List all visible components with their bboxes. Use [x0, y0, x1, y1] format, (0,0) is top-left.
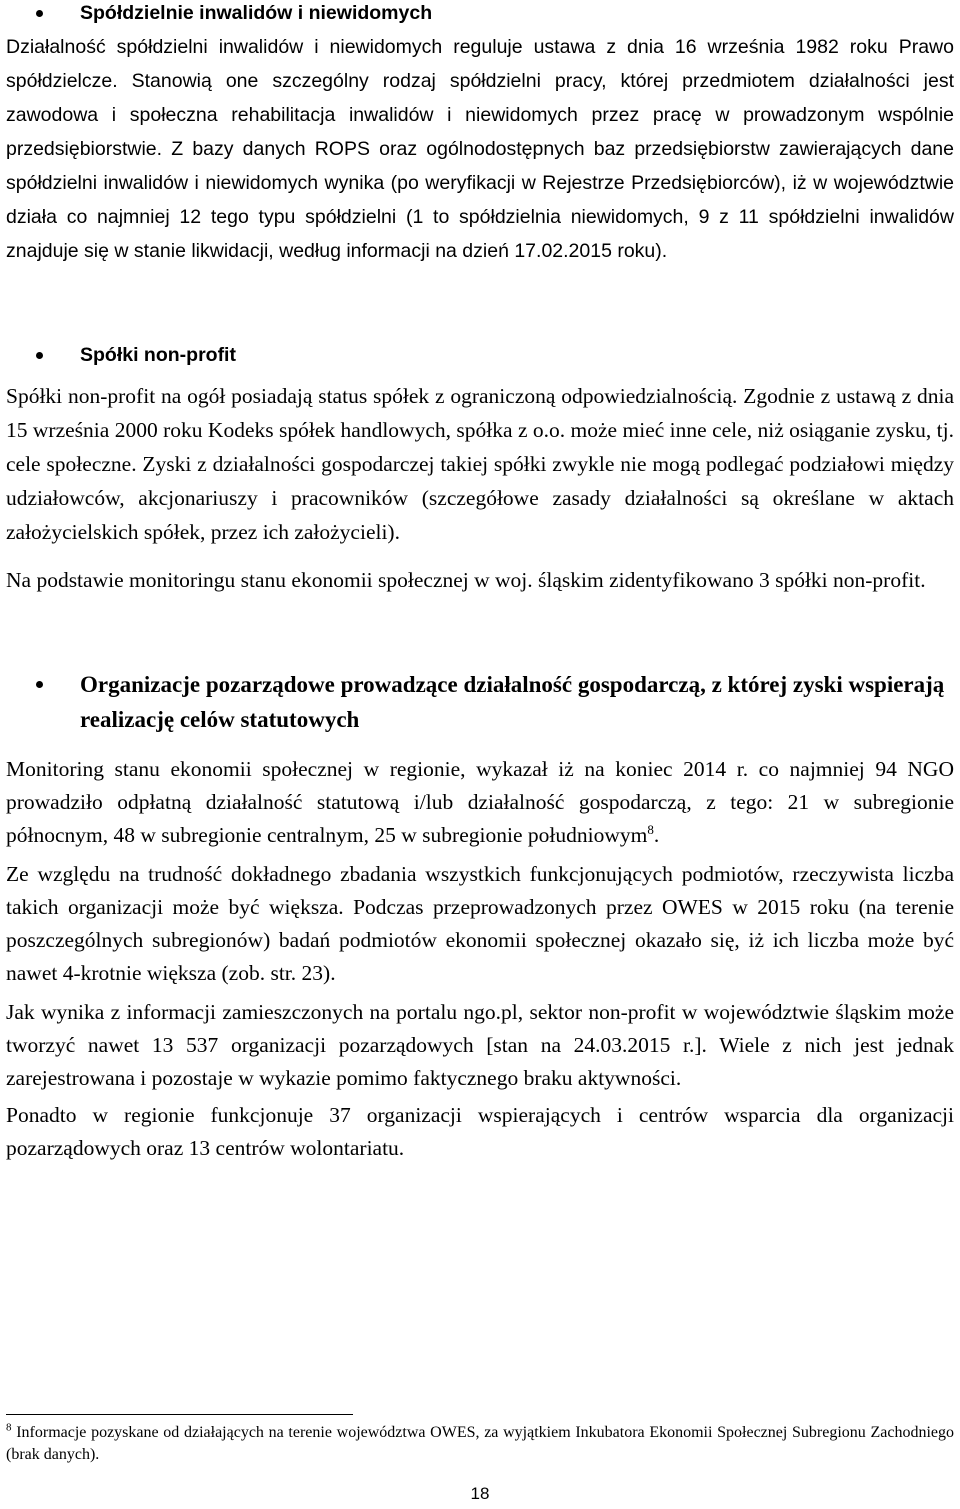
bullet-icon: [36, 10, 43, 17]
cooperatives-paragraph: Działalność spółdzielni inwalidów i niewidomych reguluje ustawa z dnia 16 września 1982 roku Prawo spółdzielcze. Stanowią one szczególny rodzaj spółdzielni pracy, której przedmiotem działalności jest zawodowa i społeczna rehabilitacja inwalidów i niewidomych przez pracę w prowadzonym wspólnie przedsiębiorstwie. Z bazy danych ROPS oraz ogólnodostępnych baz przedsiębiorstw zawierających dane spółdzielni inwalidów i niewidomych wynika (po weryfikacji w Rejestrze Przedsiębiorców), iż w województwie działa co najmniej 12 tego typu spółdzielni (1 to spółdzielnia niewidomych, 9 z 11 spółdzielni inwalidów znajduje się w stanie likwidacji, według informacji na dzień 17.02.2015 roku).: [6, 36, 954, 262]
page-number: 18: [470, 1484, 490, 1503]
ngo-paragraph-4: Ponadto w regionie funkcjonuje 37 organizacji wspierających i centrów wsparcia dla organizacji pozarządowych oraz 13 centrów wolontariatu.: [6, 1103, 954, 1160]
document-page: [6, 0, 954, 1165]
section-heading-cooperatives: [6, 0, 954, 26]
ngo-paragraph-1-text: Monitoring stanu ekonomii społecznej w regionie, wykazał iż na koniec 2014 r. co najmniej 94 NGO prowadziło odpłatną działalność statutową i/lub działalność gospodarczą, z tego: 21 w subregionie północnym, 48 w subregionie centralnym, 25 w subregionie południowym: [6, 757, 954, 847]
section-heading-ngo: [6, 667, 954, 737]
ngo-paragraph-1: [6, 753, 954, 852]
heading-text: Spółki non-profit: [80, 344, 236, 366]
section-heading-nonprofit: [6, 342, 954, 368]
heading-text: Spółdzielnie inwalidów i niewidomych: [80, 2, 433, 24]
ngo-paragraph-3: Jak wynika z informacji zamieszczonych na portalu ngo.pl, sektor non-profit w województwie śląskim może tworzyć nawet 13 537 organizacji pozarządowych [stan na 24.03.2015 r.]. Wiele z nich jest jednak zarejestrowana i pozostaje w wykazie pomimo faktycznego braku aktywności.: [6, 1000, 954, 1090]
footnote-text: Informacje pozyskane od działających na terenie województwa OWES, za wyjątkiem Inkubatora Ekonomii Społecznej Subregionu Zachodniego (brak danych).: [6, 1424, 955, 1463]
footnote-divider: [6, 1414, 353, 1415]
bullet-icon: [36, 681, 43, 688]
footnote-marker: 8: [6, 1421, 12, 1434]
heading-text: Organizacje pozarządowe prowadzące działalność gospodarczą, z której zyski wspierają realizację celów statutowych: [80, 672, 945, 732]
nonprofit-paragraph-1: Spółki non-profit na ogół posiadają status spółek z ograniczoną odpowiedzialnością. Zgodnie z ustawą z dnia 15 września 2000 roku Kodeks spółek handlowych, spółka z o.o. może mieć inne cele, niż osiąganie zysku, tj. cele społeczne. Zyski z działalności gospodarczej takiej spółki zwykle nie mogą podlegać podziałowi między udziałowców, akcjonariuszy i pracowników (szczegółowe zasady działalności są określane w aktach założycielskich spółek, przez ich założycieli).: [6, 384, 954, 544]
ngo-paragraph-1-end: .: [653, 823, 660, 847]
nonprofit-paragraph-2: Na podstawie monitoringu stanu ekonomii społecznej w woj. śląskim zidentyfikowano 3 spółki non-profit.: [6, 568, 926, 592]
bullet-icon: [36, 352, 43, 359]
footnote: [6, 1422, 954, 1466]
ngo-paragraph-2: Ze względu na trudność dokładnego zbadania wszystkich funkcjonujących podmiotów, rzeczywista liczba takich organizacji może być większa. Podczas przeprowadzonych przez OWES w 2015 roku (na terenie poszczególnych subregionów) badań podmiotów ekonomii społecznej okazało się, iż ich liczba może być nawet 4-krotnie większa (zob. str. 23).: [6, 862, 954, 985]
footnote-ref[interactable]: 8: [647, 821, 654, 837]
